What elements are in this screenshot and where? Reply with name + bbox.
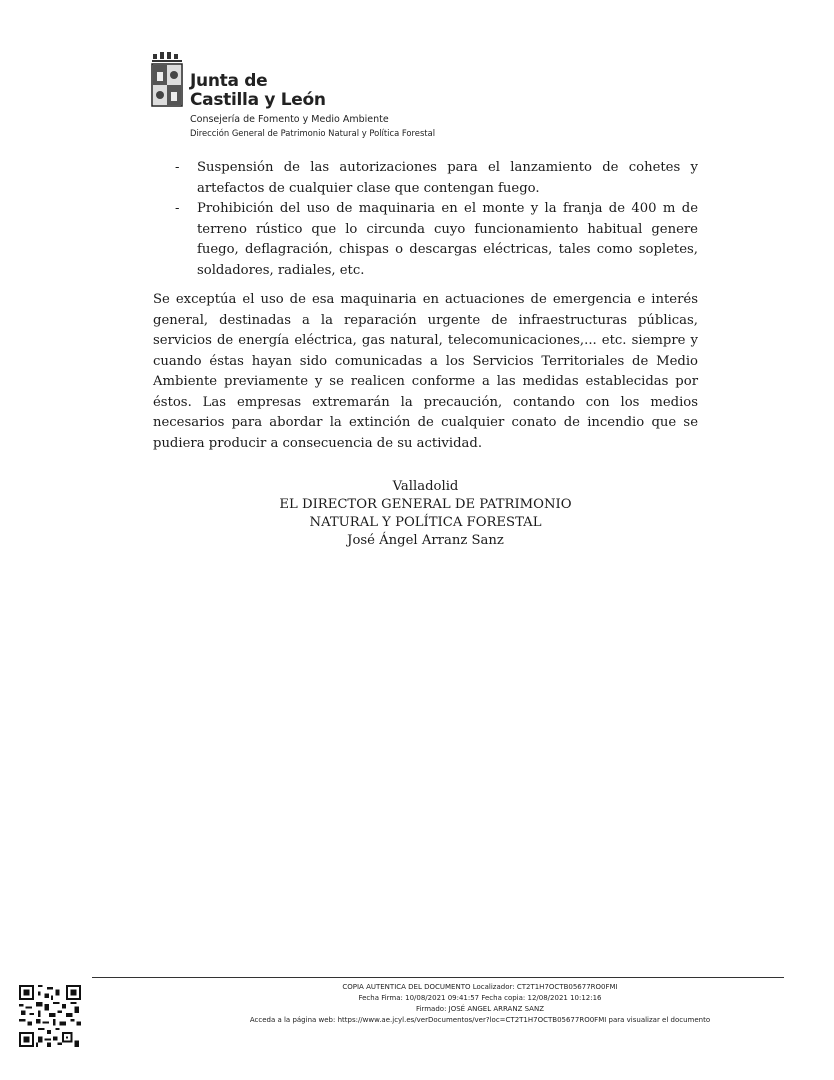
department-name: Consejería de Fomento y Medio Ambiente [190,114,389,125]
document-verification-footer [150,982,810,1026]
list-item [153,158,698,199]
list-item-text: Suspensión de las autorizaciones para el lanzamiento de cohetes y artefactos de cualquier clase que contengan fuego. [197,160,698,196]
body-paragraph: Se exceptúa el uso de esa maquinaria en actuaciones de emergencia e interés general, destinadas a la reparación urgente de infraestructuras públicas, servicios de energía eléctrica, gas natural, telecomunicaciones,... etc. siempre y cuando éstas hayan sido comunicadas a los Servicios Territoriales de Medio Ambiente previamente y se realicen conforme a las medidas establecidas por éstos. Las empresas extremarán la precaución, contando con los medios necesarios para abordar la extinción de cualquier conato de incendio que se pudiera producir a consecuencia de su actividad. [153,292,698,451]
organization-name-line2: Castilla y León [190,90,326,110]
footer-divider [92,977,784,978]
footer-line-dates: Fecha Firma: 10/08/2021 09:41:57 Fecha copia: 12/08/2021 10:12:16 [358,994,602,1002]
list-item [153,199,698,281]
signature-block [153,478,698,550]
list-item-text: Prohibición del uso de maquinaria en el monte y la franja de 400 m de terreno rústico que lo circunda cuyo funcionamiento habitual genere fuego, deflagración, chispas o descargas eléctricas, tales como sopletes, soldadores, radiales, etc. [197,201,698,278]
signature-title-line2: NATURAL Y POLÍTICA FORESTAL [309,515,542,530]
footer-line-verification-url: Acceda a la página web: https://www.ae.jcyl.es/verDocumentos/ver?loc=CT2T1H7OCTB05677RO0FMI para visualizar el documento [249,1016,711,1024]
footer-line-authentic-copy: COPIA AUTENTICA DEL DOCUMENTO Localizador: CT2T1H7OCTB05677RO0FMI [342,983,618,991]
qr-code [19,985,81,1047]
footer-line-signed-by: Firmado: JOSÉ ANGEL ARRANZ SANZ [416,1005,544,1013]
signature-place: Valladolid [392,479,459,494]
organization-name [190,72,326,110]
coat-of-arms-logo [150,52,184,108]
signature-title-line1: EL DIRECTOR GENERAL DE PATRIMONIO [279,497,572,512]
bullet-dash: - [175,160,180,175]
letterhead [150,52,570,142]
signatory-name: José Ángel Arranz Sanz [347,533,504,548]
organization-name-line1: Junta de [190,71,268,91]
subdepartment-name: Dirección General de Patrimonio Natural y Política Forestal [190,128,436,138]
bullet-dash: - [175,201,180,216]
bullet-list [153,158,698,281]
